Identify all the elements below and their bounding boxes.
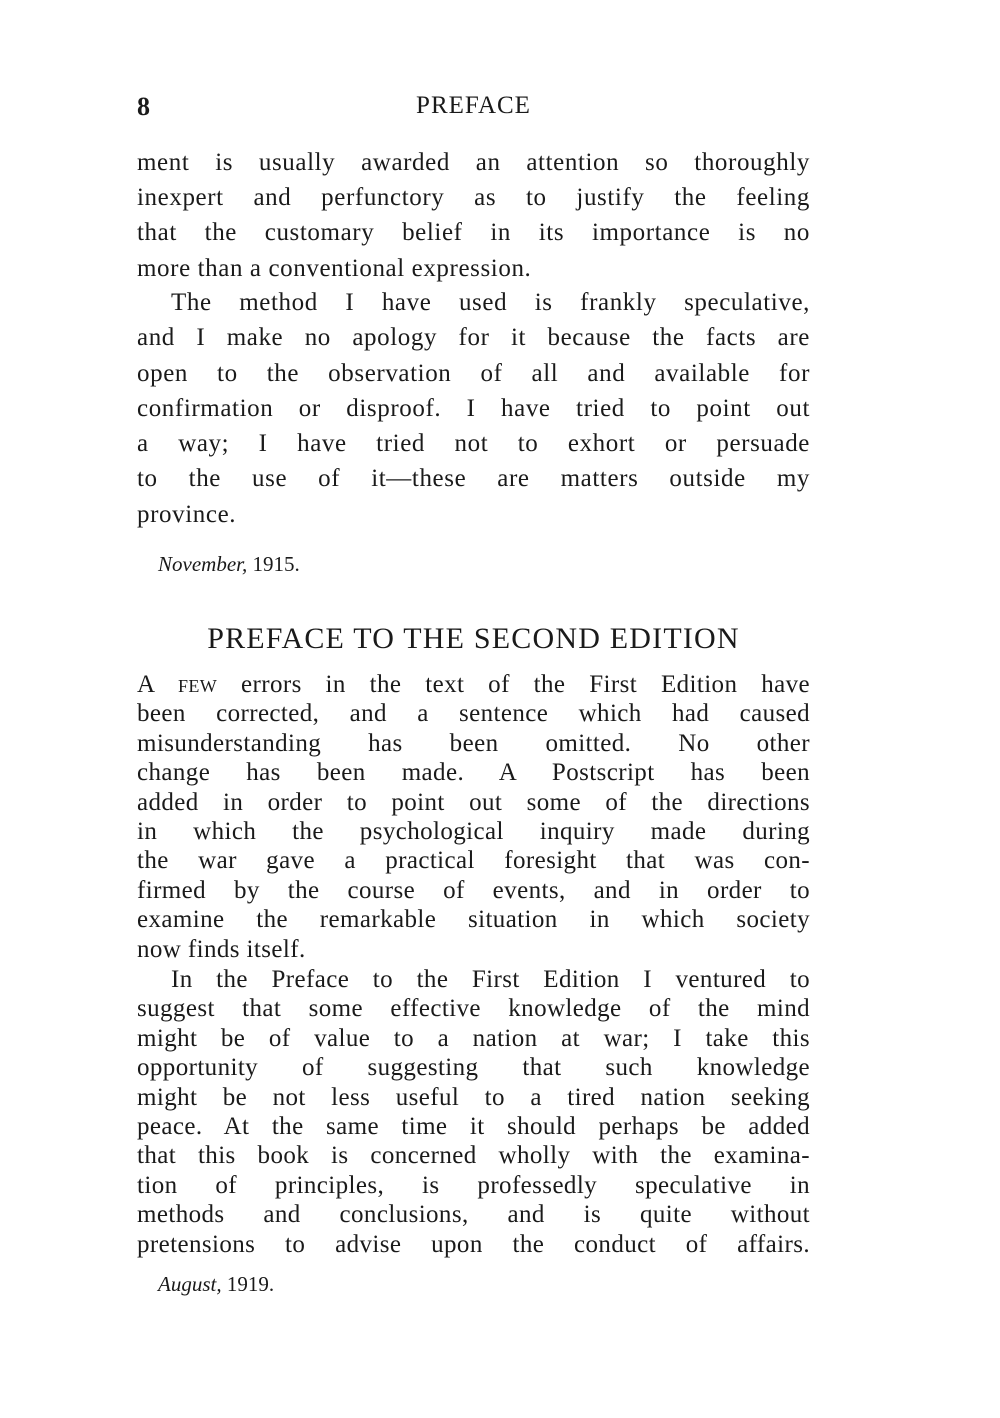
text-line: misunderstanding has been omitted. No other [137, 729, 810, 757]
text-line: suggest that some effective knowledge of the mind [137, 995, 810, 1023]
date-month: November, [158, 552, 248, 576]
page-number: 8 [137, 92, 150, 121]
text-line: might be not less useful to a tired nation seeking [137, 1083, 810, 1111]
date-year: 1915. [252, 552, 300, 576]
second-edition-heading: PREFACE TO THE SECOND EDITION [207, 622, 740, 655]
second-edition-paragraph-1 [137, 670, 810, 964]
drop-word-smallcaps: few [177, 671, 218, 698]
first-line-rest: errors in the text of the First Edition have [241, 671, 810, 698]
running-title: PREFACE [416, 92, 531, 119]
text-line: the war gave a practical foresight that was con- [137, 847, 810, 875]
date-month: August, [158, 1272, 222, 1296]
text-line: change has been made. A Postscript has been [137, 759, 810, 787]
text-line: a way; I have tried not to exhort or persuade [137, 430, 810, 458]
running-head [137, 92, 810, 126]
text-line: pretensions to advise upon the conduct of affairs. [137, 1230, 810, 1258]
text-line: in which the psychological inquiry made during [137, 818, 810, 846]
text-line: been corrected, and a sentence which had caused [137, 700, 810, 728]
text-line: more than a conventional expression. [137, 254, 532, 282]
text-line: to the use of it—these are matters outside my [137, 465, 810, 493]
text-line: In the Preface to the First Edition I ventured to [171, 966, 810, 993]
text-line: open to the observation of all and available for [137, 359, 810, 387]
text-line: inexpert and perfunctory as to justify the feeling [137, 184, 810, 212]
second-edition-paragraph-2 [137, 965, 810, 1259]
text-line: that this book is concerned wholly with the examina- [137, 1142, 810, 1170]
text-line: tion of principles, is professedly speculative in [137, 1171, 810, 1199]
preface-date [158, 552, 300, 577]
text-line: now finds itself. [137, 935, 306, 963]
text-line: confirmation or disproof. I have tried to point out [137, 394, 810, 422]
text-line [137, 670, 810, 699]
text-line: added in order to point out some of the directions [137, 788, 810, 816]
text-line: methods and conclusions, and is quite without [137, 1201, 810, 1229]
preface-paragraph-1 [137, 145, 810, 286]
text-line: ment is usually awarded an attention so thoroughly [137, 149, 810, 176]
text-line: opportunity of suggesting that such knowledge [137, 1054, 810, 1082]
text-line: might be of value to a nation at war; I take this [137, 1024, 810, 1052]
text-line: province. [137, 500, 237, 528]
text-line: peace. At the same time it should perhaps be added [137, 1113, 810, 1141]
date-year: 1919. [226, 1272, 275, 1296]
text-line: The method I have used is frankly speculative, [171, 289, 810, 316]
text-line: firmed by the course of events, and in order to [137, 876, 810, 904]
drop-word-initial: A [137, 671, 155, 698]
second-edition-date [158, 1272, 274, 1297]
preface-paragraph-2 [137, 285, 810, 532]
text-line: examine the remarkable situation in which society [137, 906, 810, 934]
text-line: and I make no apology for it because the facts are [137, 324, 810, 352]
text-line: that the customary belief in its importance is no [137, 219, 810, 247]
